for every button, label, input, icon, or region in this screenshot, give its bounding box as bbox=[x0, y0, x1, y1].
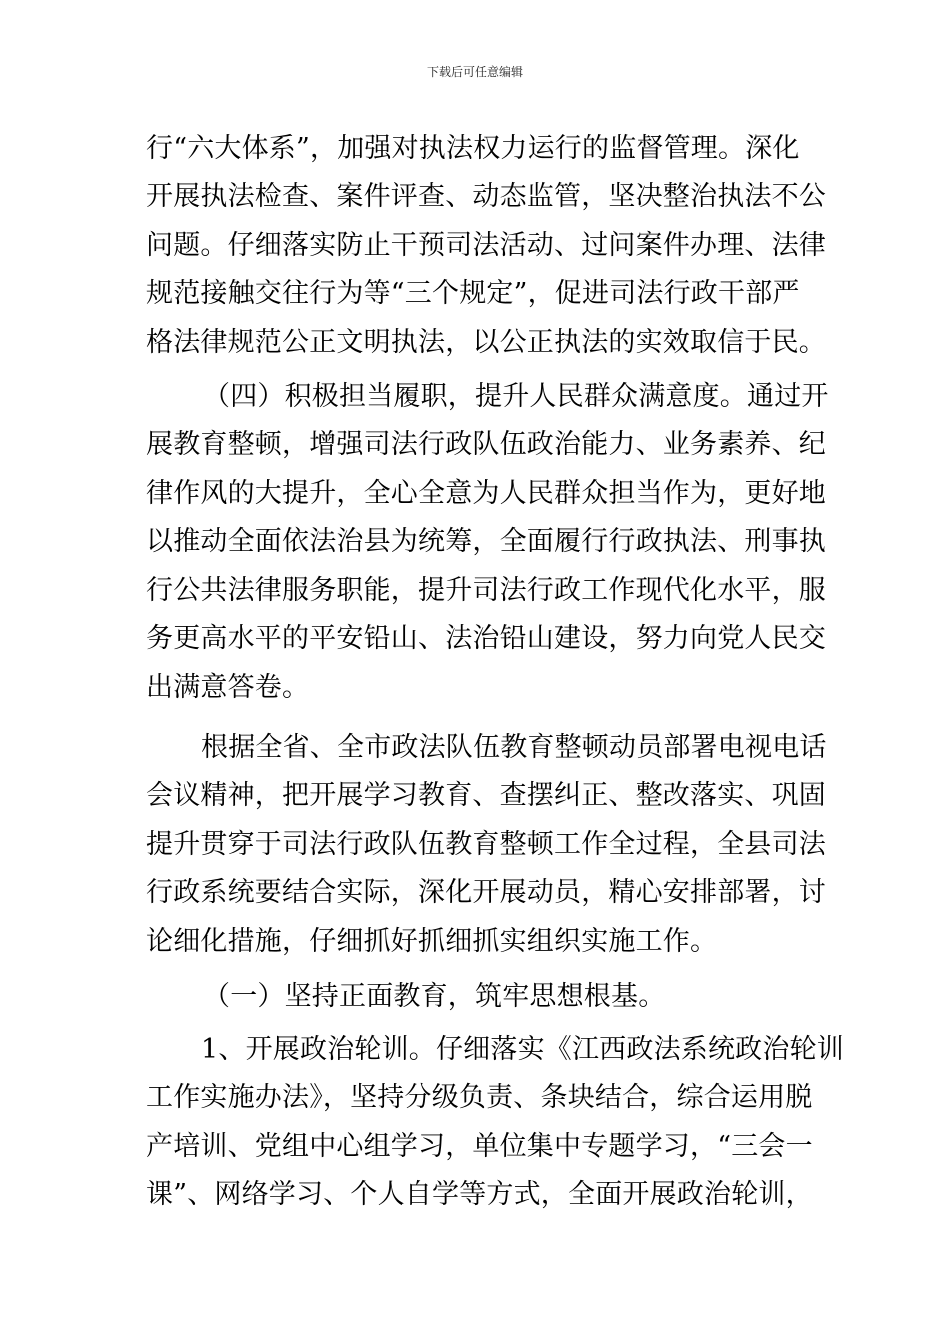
text-line: 格法律规范公正文明执法，以公正执法的实效取信于民。 bbox=[146, 327, 826, 358]
text-line: 论细化措施，仔细抓好抓细抓实组织实施工作。 bbox=[146, 926, 718, 957]
text-line: 开展执法检查、案件评查、动态监管，坚决整治执法不公 bbox=[146, 181, 826, 212]
text-line: 律作风的大提升，全心全意为人民群众担当作为，更好地 bbox=[146, 478, 826, 509]
text-line: 工作实施办法》，坚持分级负责、条块结合，综合运用脱 bbox=[146, 1082, 813, 1113]
text-line: 展教育整顿，增强司法行政队伍政治能力、业务素养、纪 bbox=[146, 429, 826, 460]
text-line: 产培训、党组中心组学习，单位集中专题学习，“三会一 bbox=[146, 1131, 813, 1162]
paragraph-start: 根据全省、全市政法队伍教育整顿动员部署电视电话 bbox=[201, 732, 827, 763]
text-line: 出满意答卷。 bbox=[146, 672, 310, 703]
text-line: 务更高水平的平安铅山、法治铅山建设，努力向党人民交 bbox=[146, 623, 826, 654]
text-line: 行政系统要结合实际，深化开展动员，精心安排部署，讨 bbox=[146, 877, 826, 908]
text-line: 会议精神，把开展学习教育、查摆纠正、整改落实、巩固 bbox=[146, 780, 826, 811]
text-line: 提升贯穿于司法行政队伍教育整顿工作全过程，全县司法 bbox=[146, 829, 826, 860]
text-line: 行公共法律服务职能，提升司法行政工作现代化水平，服 bbox=[146, 575, 826, 606]
text-line: 以推动全面依法治县为统筹，全面履行行政执法、刑事执 bbox=[146, 526, 826, 557]
text-line: 规范接触交往行为等“三个规定”，促进司法行政干部严 bbox=[146, 278, 800, 309]
page-header-note: 下载后可任意编辑 bbox=[426, 65, 523, 79]
text-line: 课”、网络学习、个人自学等方式，全面开展政治轮训， bbox=[146, 1179, 813, 1210]
section-heading-4: （四）积极担当履职，提升人民群众满意度。通过开 bbox=[203, 381, 829, 412]
paragraph-start: 1、开展政治轮训。仔细落实《江西政法系统政治轮训 bbox=[201, 1034, 844, 1065]
section-heading-1: （一）坚持正面教育，筑牢思想根基。 bbox=[203, 981, 666, 1012]
text-line: 问题。仔细落实防止干预司法活动、过问案件办理、法律 bbox=[146, 230, 826, 261]
text-line: 行“六大体系”，加强对执法权力运行的监督管理。深化 bbox=[146, 133, 800, 164]
